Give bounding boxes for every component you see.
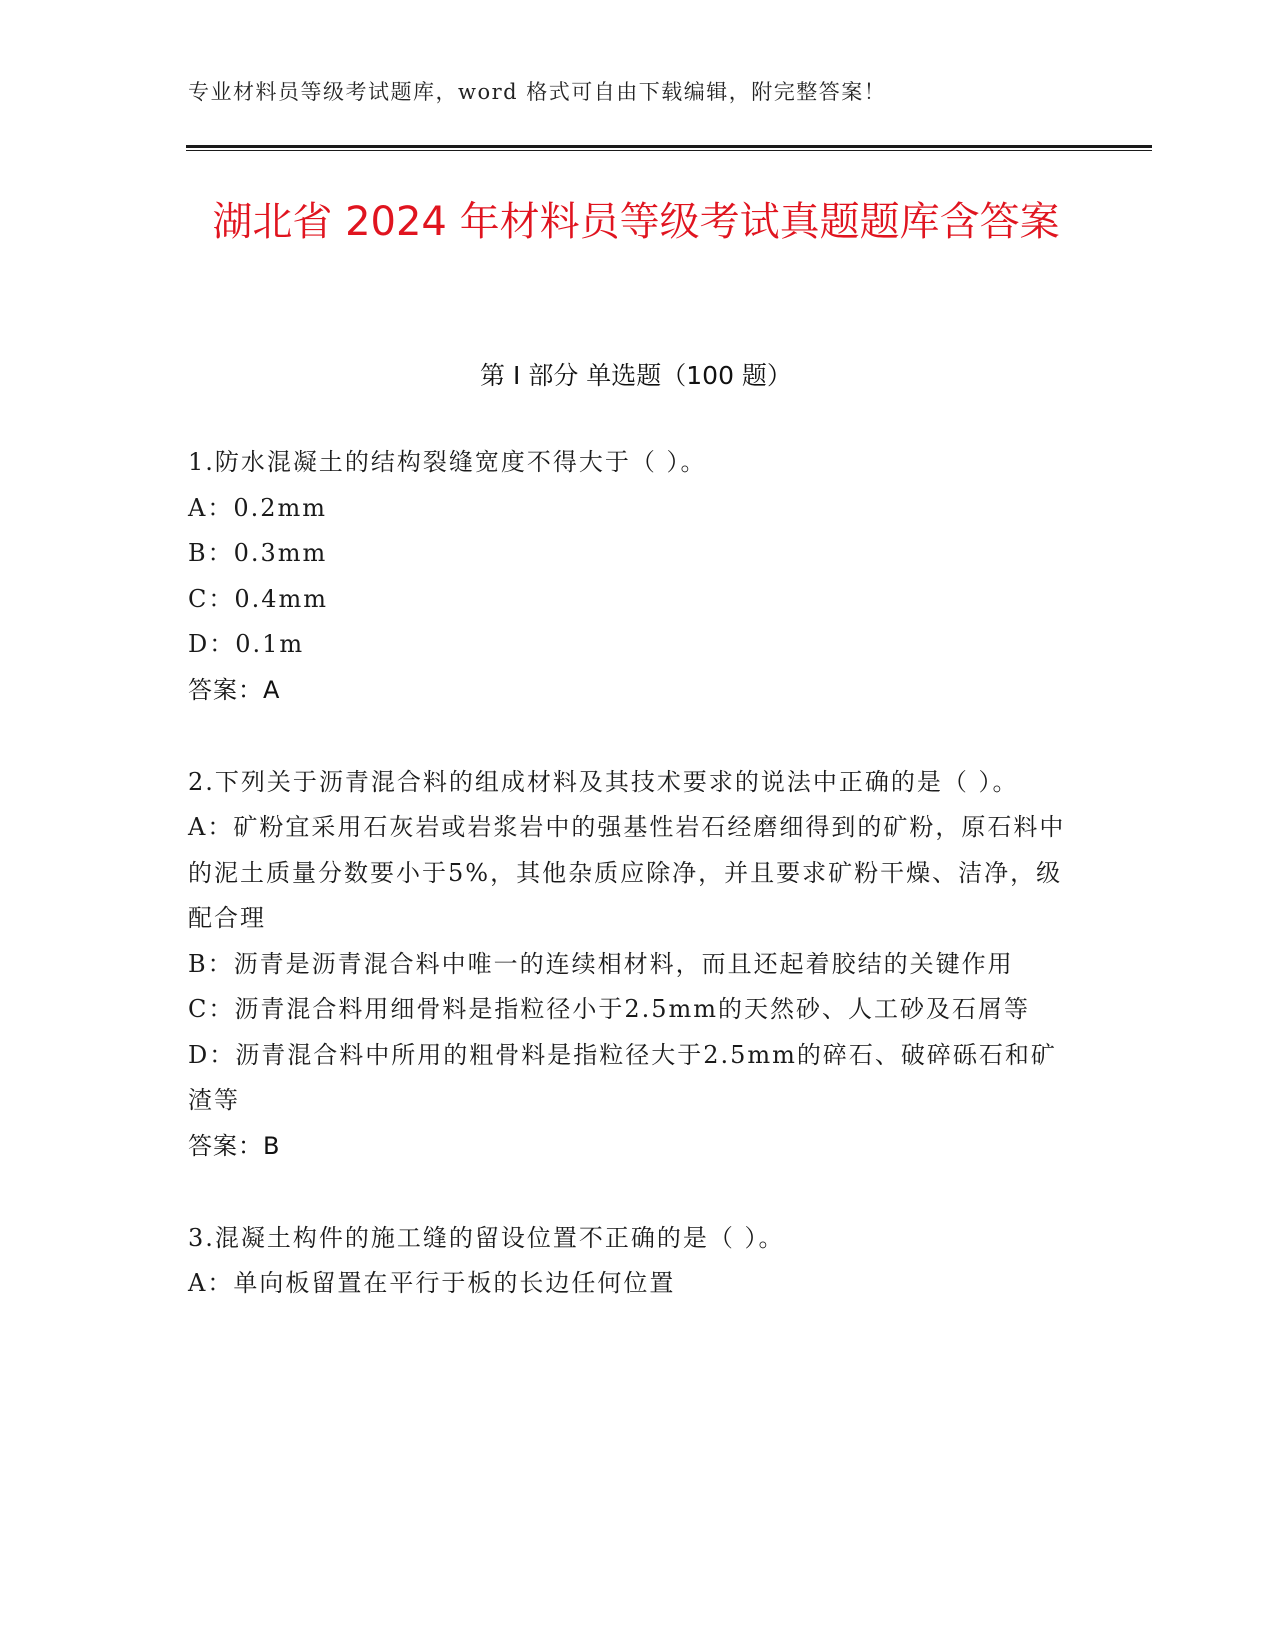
question-stem: 3.混凝土构件的施工缝的留设位置不正确的是（ ）。 xyxy=(188,1223,785,1252)
header-divider-thick xyxy=(186,145,1152,148)
question-1 xyxy=(188,440,1068,713)
question-list xyxy=(188,440,1068,1354)
section-heading: 第 I 部分 单选题（100 题） xyxy=(480,361,792,390)
option-b: B：沥青是沥青混合料中唯一的连续相材料，而且还起着胶结的关键作用 xyxy=(188,949,1014,978)
option-d: D：沥青混合料中所用的粗骨料是指粒径大于2.5mm的碎石、破碎砾石和矿渣等 xyxy=(188,1040,1057,1114)
question-stem: 2.下列关于沥青混合料的组成材料及其技术要求的说法中正确的是（ ）。 xyxy=(188,767,1019,796)
option-a: A：矿粉宜采用石灰岩或岩浆岩中的强基性岩石经磨细得到的矿粉，原石料中的泥土质量分数要小于5%，其他杂质应除净，并且要求矿粉干燥、洁净，级配合理 xyxy=(188,813,1066,932)
question-2 xyxy=(188,760,1068,1169)
answer-line: 答案：B xyxy=(188,1131,281,1160)
option-a: A：单向板留置在平行于板的长边任何位置 xyxy=(188,1269,676,1297)
header-divider-thin xyxy=(186,150,1152,151)
option-b: B：0.3mm xyxy=(188,539,328,567)
option-a: A：0.2mm xyxy=(188,493,328,522)
document-title: 湖北省 2024 年材料员等级考试真题题库含答案 xyxy=(212,199,1060,245)
header-note: 专业材料员等级考试题库，word 格式可自由下载编辑，附完整答案！ xyxy=(188,80,887,104)
question-3 xyxy=(188,1216,1068,1307)
question-stem: 1.防水混凝土的结构裂缝宽度不得大于（ ）。 xyxy=(188,448,707,476)
option-c: C：0.4mm xyxy=(188,584,329,613)
answer-line: 答案：A xyxy=(188,675,281,704)
option-d: D：0.1m xyxy=(188,630,305,658)
option-c: C：沥青混合料用细骨料是指粒径小于2.5mm的天然砂、人工砂及石屑等 xyxy=(188,995,1031,1023)
